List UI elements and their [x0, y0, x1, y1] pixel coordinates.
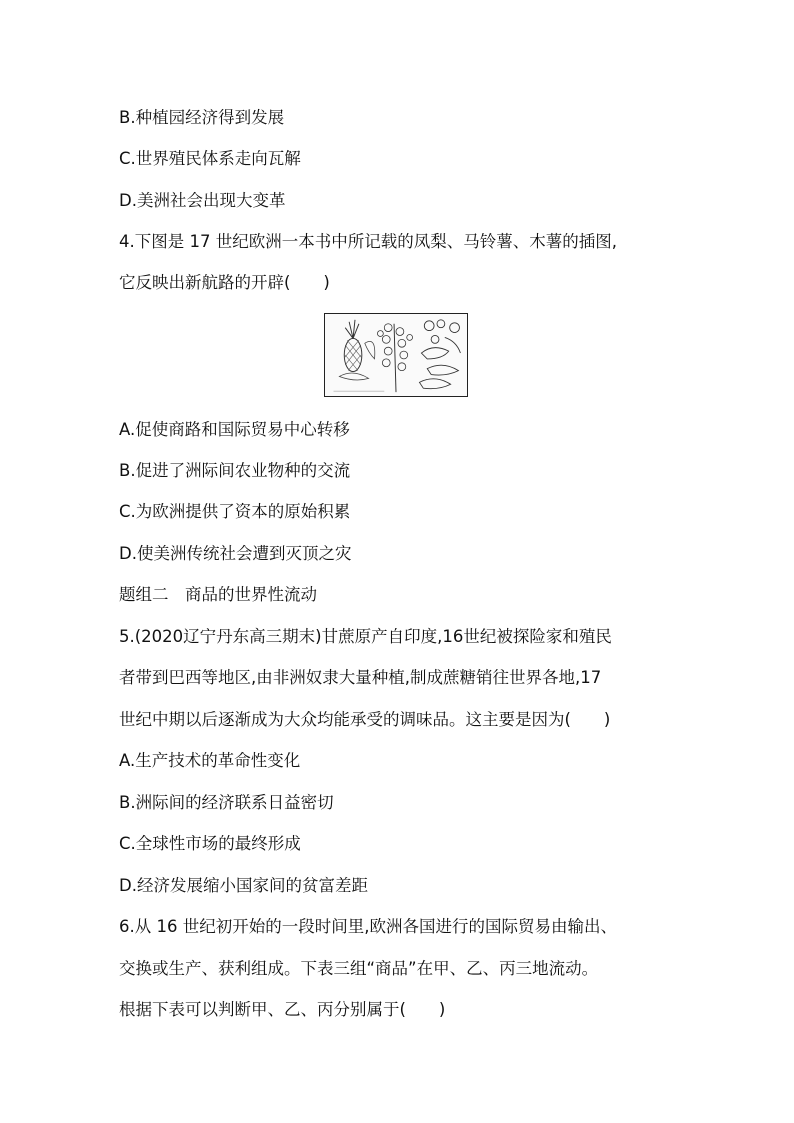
question-4-line-2: 它反映出新航路的开辟( ) [119, 273, 330, 292]
question-5-line-3: 世纪中期以后逐渐成为大众均能承受的调味品。这主要是因为( ) [119, 710, 611, 729]
question-6-line-1: 6.从 16 世纪初开始的一段时间里,欧洲各国进行的国际贸易由输出、 [119, 917, 617, 936]
question-5-line-1: 5.(2020辽宁丹东高三期末)甘蔗原产自印度,16世纪被探险家和殖民 [119, 627, 612, 646]
question-6-line-2: 交换或生产、获利组成。下表三组“商品”在甲、乙、丙三地流动。 [119, 959, 599, 978]
question-6-line-3: 根据下表可以判断甲、乙、丙分别属于( ) [119, 1000, 446, 1019]
option-4a: A.促使商路和国际贸易中心转移 [119, 420, 350, 439]
section-heading: 题组二 商品的世界性流动 [119, 585, 317, 604]
option-5a: A.生产技术的革命性变化 [119, 751, 301, 770]
option-5c: C.全球性市场的最终形成 [119, 834, 301, 853]
option-5d: D.经济发展缩小国家间的贫富差距 [119, 876, 368, 895]
question-5-line-2: 者带到巴西等地区,由非洲奴隶大量种植,制成蔗糖销往世界各地,17 [119, 668, 602, 687]
question-4-line-1: 4.下图是 17 世纪欧洲一本书中所记载的凤梨、马铃薯、木薯的插图, [119, 232, 617, 251]
plant-illustration [324, 313, 468, 397]
option-4d: D.使美洲传统社会遭到灭顶之灾 [119, 544, 352, 563]
plant-illustration-drawing [325, 314, 467, 396]
option-5b: B.洲际间的经济联系日益密切 [119, 793, 334, 812]
option-4b: B.促进了洲际间农业物种的交流 [119, 461, 351, 480]
option-3d: D.美洲社会出现大变革 [119, 191, 286, 210]
option-4c: C.为欧洲提供了资本的原始积累 [119, 502, 351, 521]
option-3b: B.种植园经济得到发展 [119, 108, 285, 127]
option-3c: C.世界殖民体系走向瓦解 [119, 149, 301, 168]
